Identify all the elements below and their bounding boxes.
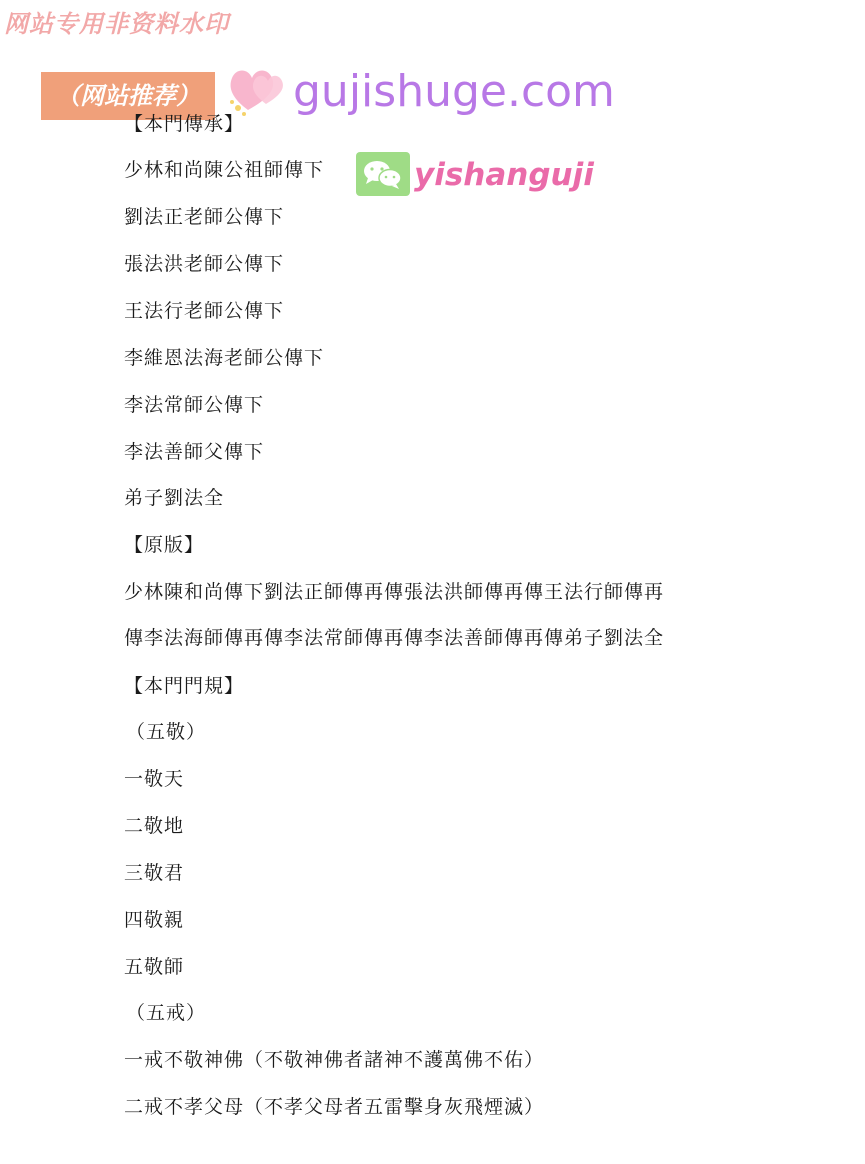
subsection-heading-five-precepts: （五戒） bbox=[126, 1002, 207, 1024]
text-line: 王法行老師公傳下 bbox=[124, 300, 285, 322]
watermark-domain: gujishuge.com bbox=[293, 66, 615, 117]
text-line: 二敬地 bbox=[124, 815, 185, 837]
text-line: 李法善師父傳下 bbox=[124, 441, 265, 463]
text-line: 傳李法海師傳再傳李法常師傳再傳李法善師傳再傳弟子劉法全 bbox=[124, 627, 665, 649]
watermark-top-text: 网站专用非资料水印 bbox=[4, 10, 229, 38]
section-heading-original: 【原版】 bbox=[124, 534, 205, 556]
text-line: 少林和尚陳公祖師傳下 bbox=[124, 159, 325, 181]
text-line: 二戒不孝父母（不孝父母者五雷擊身灰飛煙滅） bbox=[124, 1096, 545, 1118]
text-line: 五敬師 bbox=[124, 956, 185, 978]
text-line: 弟子劉法全 bbox=[124, 487, 225, 509]
text-line: 四敬親 bbox=[124, 909, 185, 931]
section-heading-lineage: 【本門傳承】 bbox=[124, 113, 245, 135]
watermark-badge: （网站推荐） bbox=[41, 72, 215, 120]
wechat-icon bbox=[356, 152, 410, 196]
text-line: 三敬君 bbox=[124, 862, 185, 884]
text-line: 張法洪老師公傳下 bbox=[124, 253, 285, 275]
hearts-icon bbox=[226, 58, 292, 118]
text-line: 一敬天 bbox=[124, 768, 185, 790]
text-line: 劉法正老師公傳下 bbox=[124, 206, 285, 228]
text-line: 李維恩法海老師公傳下 bbox=[124, 347, 325, 369]
watermark-wechat-id: yishanguji bbox=[414, 157, 594, 193]
text-line: 少林陳和尚傳下劉法正師傳再傳張法洪師傳再傳王法行師傳再 bbox=[124, 581, 665, 603]
section-heading-rules: 【本門門規】 bbox=[124, 675, 245, 697]
text-line: 一戒不敬神佛（不敬神佛者諸神不護萬佛不佑） bbox=[124, 1049, 545, 1071]
subsection-heading-five-respects: （五敬） bbox=[126, 721, 207, 743]
text-line: 李法常師公傳下 bbox=[124, 394, 265, 416]
